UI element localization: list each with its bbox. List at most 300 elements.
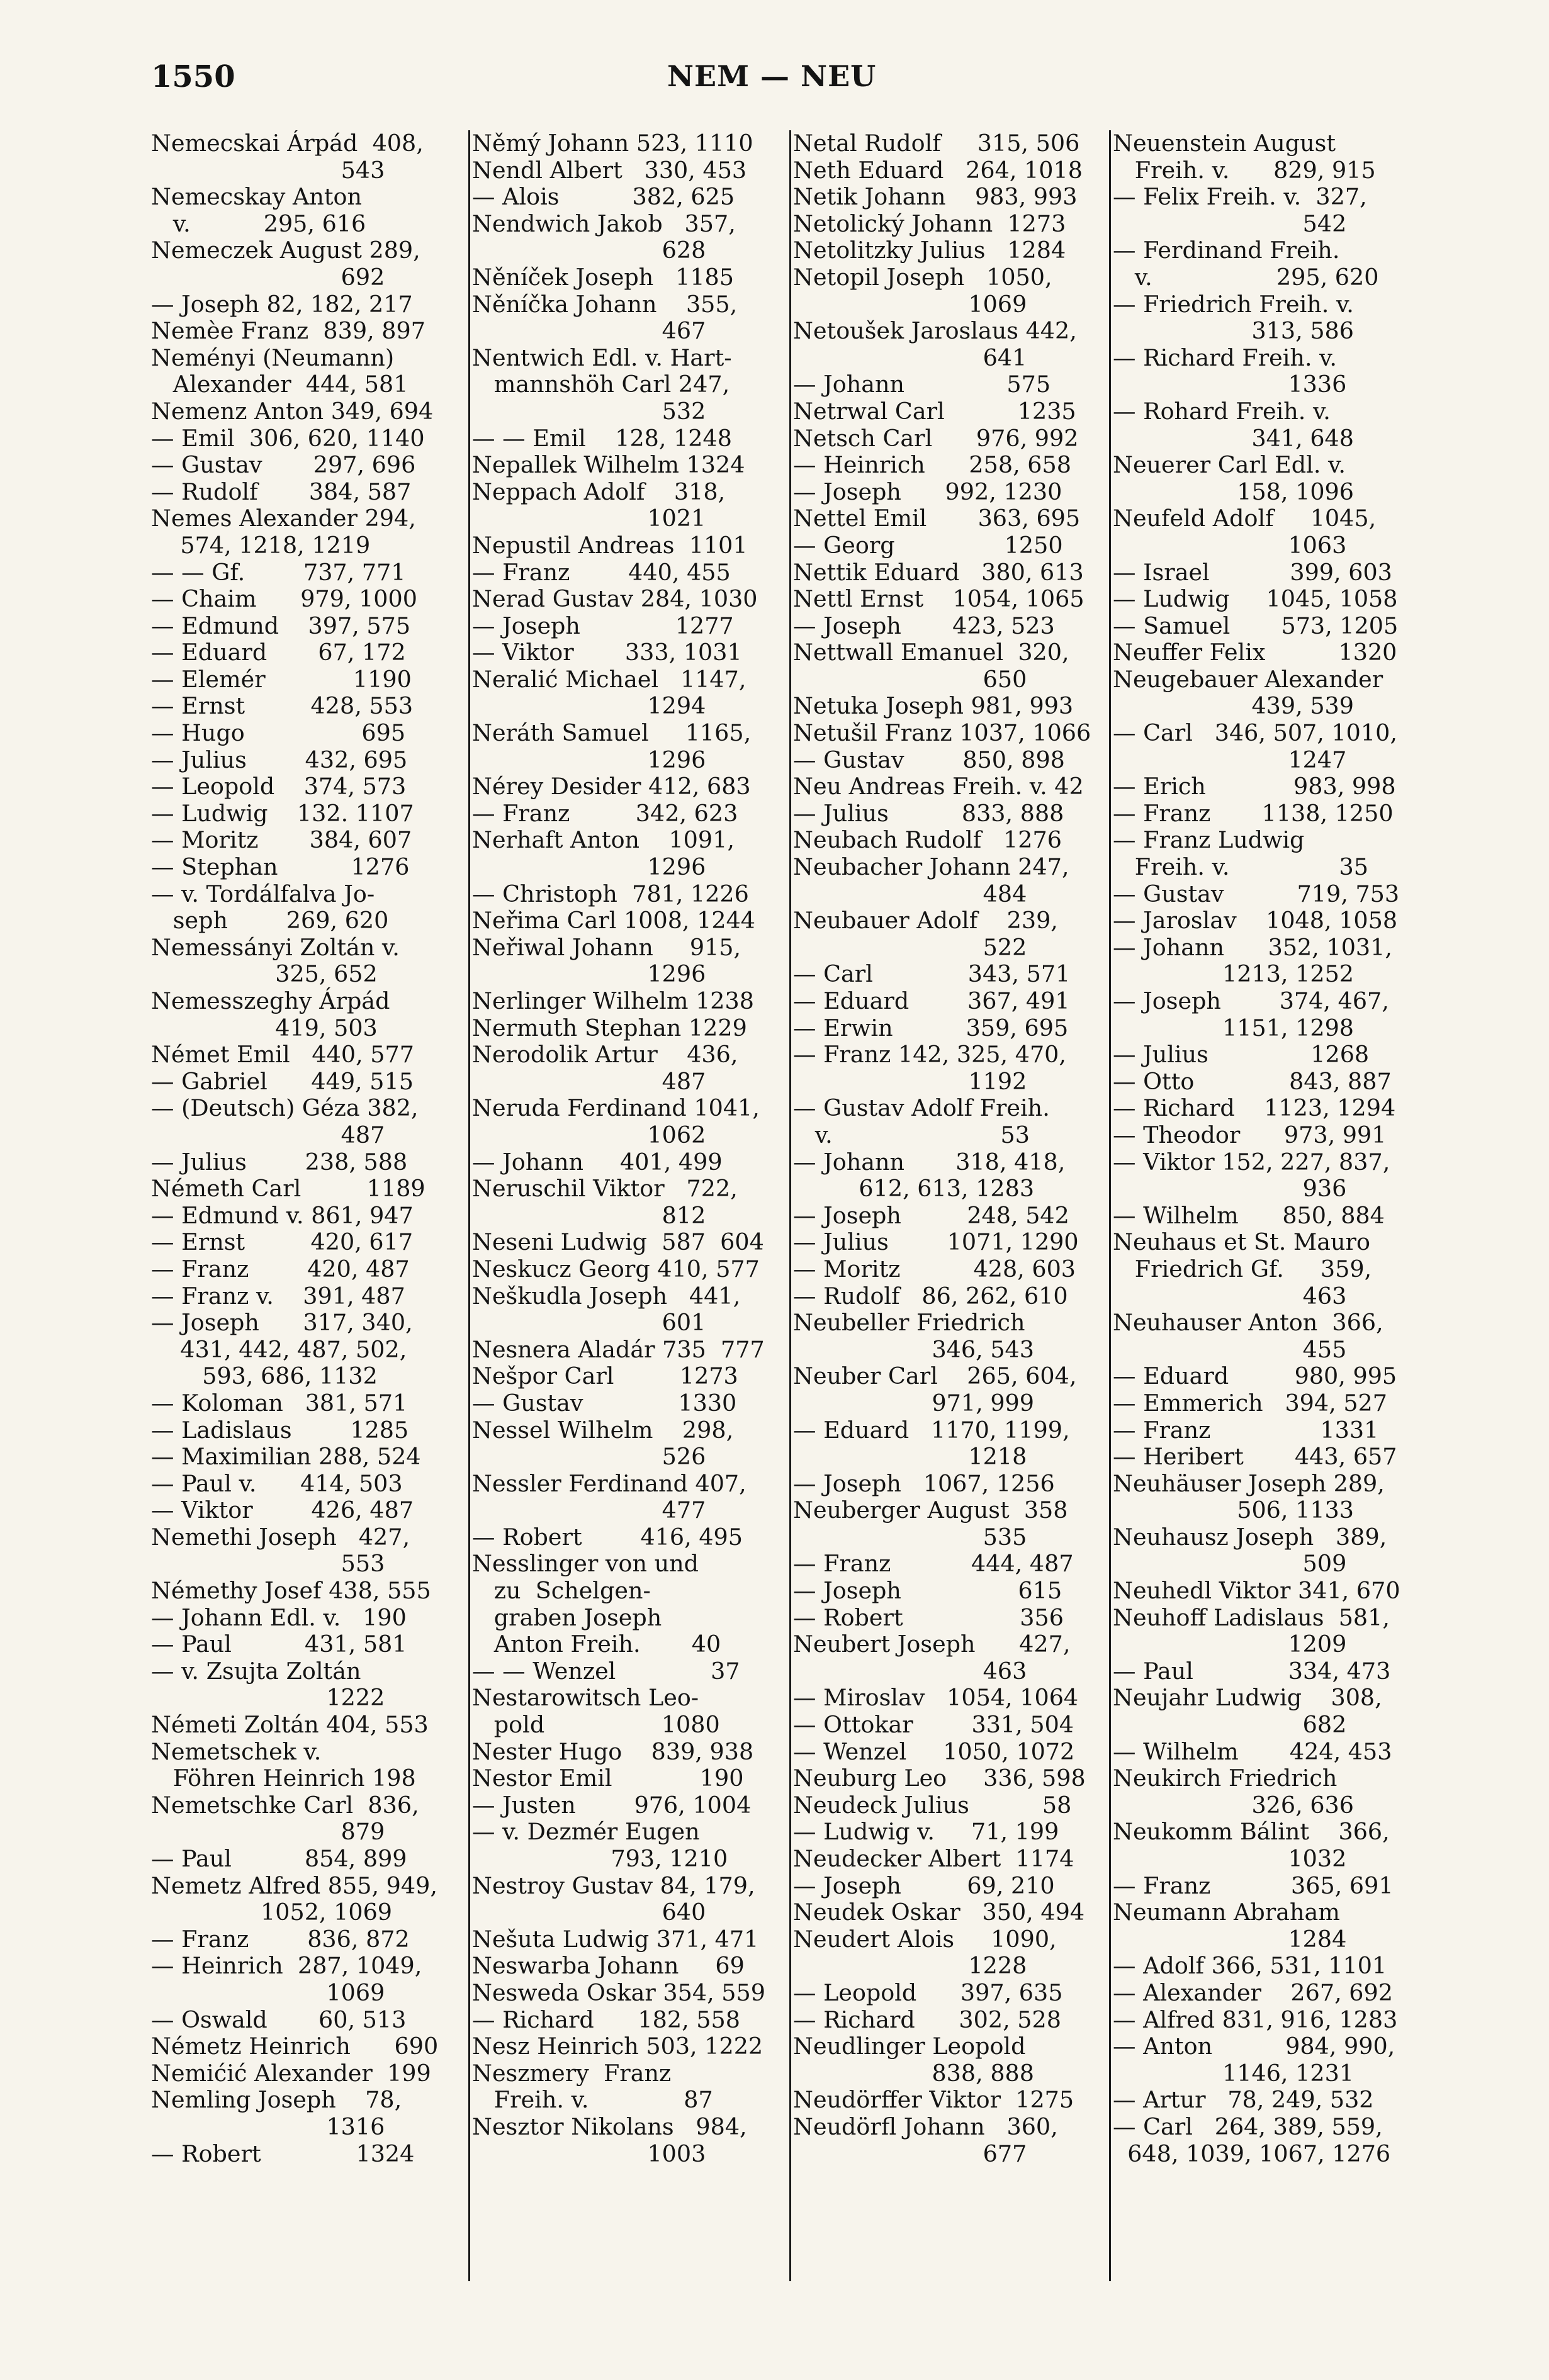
index-entry-line: Neudlinger Leopold bbox=[793, 2033, 1026, 2060]
index-entry-line: — Franz Ludwig bbox=[1113, 826, 1305, 854]
index-entry-line: — Julius 833, 888 bbox=[793, 799, 1064, 827]
index-entry-line: Neppach Adolf 318, bbox=[472, 478, 726, 505]
column-rule bbox=[789, 130, 791, 2281]
index-entry-line: 692 bbox=[151, 263, 385, 291]
index-entry-line: 1213, 1252 bbox=[1113, 960, 1355, 988]
index-entry-line: Neubach Rudolf 1276 bbox=[793, 826, 1062, 854]
index-entry-line: — Leopold 374, 573 bbox=[151, 773, 407, 800]
index-entry-line: Něníčka Johann 355, bbox=[472, 290, 738, 318]
index-entry-line: — Julius 238, 588 bbox=[151, 1148, 408, 1176]
index-entry-line: — Franz 836, 872 bbox=[151, 1925, 410, 1953]
index-entry-line: 346, 543 bbox=[793, 1335, 1034, 1363]
index-entry-line: Neuerer Carl Edl. v. bbox=[1113, 451, 1346, 479]
index-entry-line: — Hugo 695 bbox=[151, 719, 406, 747]
index-entry-line: Neuburg Leo 336, 598 bbox=[793, 1765, 1086, 1792]
index-entry-line: Neményi (Neumann) bbox=[151, 344, 395, 371]
index-entry-line: 463 bbox=[1113, 1282, 1347, 1310]
index-entry-line: zu Schelgen- bbox=[472, 1577, 651, 1605]
index-entry-line: — v. Dezmér Eugen bbox=[472, 1818, 700, 1846]
index-entry-line: — Viktor 426, 487 bbox=[151, 1496, 414, 1524]
index-entry-line: — Ludwig 132. 1107 bbox=[151, 799, 414, 827]
index-entry-line: — Ludwig v. 71, 199 bbox=[793, 1818, 1059, 1846]
index-entry-line: Neudert Alois 1090, bbox=[793, 1925, 1057, 1953]
index-entry-line: Neszmery Franz bbox=[472, 2059, 672, 2087]
index-entry-line: Neuenstein August bbox=[1113, 130, 1336, 157]
index-entry-line: Nemenz Anton 349, 694 bbox=[151, 397, 434, 425]
index-entry-line: Német Emil 440, 577 bbox=[151, 1041, 414, 1069]
index-entry-line: — Emil 306, 620, 1140 bbox=[151, 424, 425, 452]
index-entry-line: — Eduard 1170, 1199, bbox=[793, 1416, 1070, 1444]
index-entry-line: — Joseph 423, 523 bbox=[793, 612, 1055, 639]
index-entry-line: — Stephan 1276 bbox=[151, 853, 410, 881]
index-entry-line: Nesztor Nikolans 984, bbox=[472, 2113, 747, 2140]
index-entry-line: — Joseph 82, 182, 217 bbox=[151, 290, 413, 318]
index-entry-line: — Moritz 384, 607 bbox=[151, 826, 412, 854]
index-entry-line: — Adolf 366, 531, 1101 bbox=[1113, 1952, 1387, 1980]
index-entry-line: 532 bbox=[472, 397, 706, 425]
index-entry-line: — Ludwig 1045, 1058 bbox=[1113, 585, 1398, 613]
index-entry-line: — Joseph 69, 210 bbox=[793, 1872, 1055, 1899]
index-entry-line: — Samuel 573, 1205 bbox=[1113, 612, 1399, 639]
index-entry-line: Neuhoff Ladislaus 581, bbox=[1113, 1603, 1390, 1631]
index-entry-line: 838, 888 bbox=[793, 2059, 1034, 2087]
index-entry-line: — Richard 302, 528 bbox=[793, 2006, 1061, 2033]
index-entry-line: — Franz 444, 487 bbox=[793, 1550, 1074, 1578]
index-entry-line: 326, 636 bbox=[1113, 1791, 1354, 1819]
index-entry-line: — Theodor 973, 991 bbox=[1113, 1121, 1387, 1148]
index-entry-line: 971, 999 bbox=[793, 1389, 1034, 1417]
index-entry-line: 1146, 1231 bbox=[1113, 2059, 1355, 2087]
index-entry-line: Neudek Oskar 350, 494 bbox=[793, 1899, 1085, 1926]
index-entry-line: Nester Hugo 839, 938 bbox=[472, 1737, 754, 1765]
page-number: 1550 bbox=[151, 59, 235, 94]
index-entry-line: 487 bbox=[472, 1067, 706, 1095]
index-entry-line: Němý Johann 523, 1110 bbox=[472, 130, 753, 157]
index-entry-line: 439, 539 bbox=[1113, 692, 1354, 720]
index-entry-line: Freih. v. 829, 915 bbox=[1113, 156, 1376, 184]
index-entry-line: Neth Eduard 264, 1018 bbox=[793, 156, 1083, 184]
index-entry-line: Neralić Michael 1147, bbox=[472, 665, 746, 693]
index-entry-line: Nendwich Jakob 357, bbox=[472, 210, 736, 237]
index-entry-line: — Artur 78, 249, 532 bbox=[1113, 2086, 1374, 2114]
index-entry-line: — Wilhelm 850, 884 bbox=[1113, 1201, 1385, 1229]
index-entry-line: 487 bbox=[151, 1121, 385, 1148]
index-entry-line: — Otto 843, 887 bbox=[1113, 1067, 1392, 1095]
index-entry-line: Freih. v. 35 bbox=[1113, 853, 1368, 881]
index-entry-line: — Oswald 60, 513 bbox=[151, 2006, 407, 2033]
index-entry-line: 1003 bbox=[472, 2140, 706, 2167]
index-entry-line: 1069 bbox=[793, 290, 1027, 318]
index-entry-line: 1247 bbox=[1113, 746, 1347, 773]
index-entry-line: Neřiwal Johann 915, bbox=[472, 933, 741, 961]
index-entry-line: — Ladislaus 1285 bbox=[151, 1416, 409, 1444]
index-entry-line: Neuhäuser Joseph 289, bbox=[1113, 1469, 1385, 1497]
index-entry-line: 1209 bbox=[1113, 1631, 1347, 1658]
index-entry-line: Netušil Franz 1037, 1066 bbox=[793, 719, 1091, 747]
index-entry-line: Neruschil Viktor 722, bbox=[472, 1175, 738, 1203]
index-entry-line: Neudeck Julius 58 bbox=[793, 1791, 1072, 1819]
index-entry-line: — Viktor 333, 1031 bbox=[472, 639, 742, 666]
index-entry-line: Nerad Gustav 284, 1030 bbox=[472, 585, 758, 613]
index-entry-line: — Emmerich 394, 527 bbox=[1113, 1389, 1387, 1417]
index-entry-line: 543 bbox=[151, 156, 385, 184]
column-rule bbox=[1109, 130, 1111, 2281]
index-entry-line: — (Deutsch) Géza 382, bbox=[151, 1094, 419, 1122]
index-entry-line: v. 53 bbox=[793, 1121, 1030, 1148]
index-entry-line: — Gustav 850, 898 bbox=[793, 746, 1065, 773]
index-entry-line: 1062 bbox=[472, 1121, 706, 1148]
index-entry-line: — Carl 264, 389, 559, bbox=[1113, 2113, 1383, 2140]
index-entry-line: 1296 bbox=[472, 746, 706, 773]
index-entry-line: 593, 686, 1132 bbox=[151, 1362, 378, 1390]
index-entry-line: Neudörfl Johann 360, bbox=[793, 2113, 1058, 2140]
index-entry-line: 509 bbox=[1113, 1550, 1347, 1578]
index-entry-line: — Joseph 248, 542 bbox=[793, 1201, 1069, 1229]
index-entry-line: — Eduard 67, 172 bbox=[151, 639, 406, 666]
index-entry-line: — Eduard 367, 491 bbox=[793, 987, 1070, 1014]
index-entry-line: — Gabriel 449, 515 bbox=[151, 1067, 414, 1095]
index-entry-line: Nerodolik Artur 436, bbox=[472, 1041, 738, 1069]
index-entry-line: — Franz 365, 691 bbox=[1113, 1872, 1394, 1899]
index-entry-line: — Georg 1250 bbox=[793, 531, 1063, 559]
index-entry-line: Nemeczek August 289, bbox=[151, 237, 420, 264]
index-entry-line: v. 295, 616 bbox=[151, 210, 366, 237]
index-entry-line: 1032 bbox=[1113, 1845, 1347, 1872]
index-entry-line: Neujahr Ludwig 308, bbox=[1113, 1684, 1382, 1712]
index-entry-line: Neuber Carl 265, 604, bbox=[793, 1362, 1077, 1390]
index-entry-line: Föhren Heinrich 198 bbox=[151, 1765, 416, 1792]
index-entry-line: — Richard 182, 558 bbox=[472, 2006, 740, 2033]
index-entry-line: Neubauer Adolf 239, bbox=[793, 907, 1058, 935]
index-entry-line: Nemetz Alfred 855, 949, bbox=[151, 1872, 437, 1899]
index-entry-line: Alexander 444, 581 bbox=[151, 371, 408, 398]
index-entry-line: — Gustav 1330 bbox=[472, 1389, 737, 1417]
index-entry-line: Neuhedl Viktor 341, 670 bbox=[1113, 1577, 1400, 1605]
index-entry-line: — Carl 343, 571 bbox=[793, 960, 1071, 988]
index-entry-line: Anton Freih. 40 bbox=[472, 1631, 721, 1658]
index-entry-line: Netrwal Carl 1235 bbox=[793, 397, 1076, 425]
index-entry-line: — Viktor 152, 227, 837, bbox=[1113, 1148, 1390, 1176]
index-entry-line: Nessel Wilhelm 298, bbox=[472, 1416, 734, 1444]
index-entry-line: — Israel 399, 603 bbox=[1113, 558, 1392, 586]
index-entry-line: — Erwin 359, 695 bbox=[793, 1014, 1069, 1041]
index-entry-line: — Felix Freih. v. 327, bbox=[1113, 183, 1367, 211]
column-rule bbox=[468, 130, 470, 2281]
index-entry-line: Neufeld Adolf 1045, bbox=[1113, 505, 1377, 532]
index-entry-line: — Gustav 719, 753 bbox=[1113, 880, 1400, 907]
index-entry-line: Nesweda Oskar 354, 559 bbox=[472, 1979, 765, 2006]
index-entry-line: — Erich 983, 998 bbox=[1113, 773, 1396, 800]
index-entry-line: Neuhauser Anton 366, bbox=[1113, 1309, 1383, 1337]
index-entry-line: 601 bbox=[472, 1309, 706, 1337]
index-entry-line: Neseni Ludwig 587 604 bbox=[472, 1228, 764, 1256]
index-entry-line: — Justen 976, 1004 bbox=[472, 1791, 752, 1819]
index-entry-line: — Heribert 443, 657 bbox=[1113, 1443, 1397, 1471]
index-entry-line: Nemetschke Carl 836, bbox=[151, 1791, 419, 1819]
index-entry-line: — Paul 431, 581 bbox=[151, 1631, 407, 1658]
index-entry-line: — v. Tordálfalva Jo- bbox=[151, 880, 375, 907]
index-entry-line: Netik Johann 983, 993 bbox=[793, 183, 1078, 211]
index-entry-line: Nendl Albert 330, 453 bbox=[472, 156, 747, 184]
index-entry-line: Neškudla Joseph 441, bbox=[472, 1282, 741, 1310]
index-entry-line: Németz Heinrich 690 bbox=[151, 2033, 439, 2060]
index-entry-line: Něníček Joseph 1185 bbox=[472, 263, 734, 291]
index-entry-line: Nestor Emil 190 bbox=[472, 1765, 744, 1792]
index-entry-line: 648, 1039, 1067, 1276 bbox=[1113, 2140, 1391, 2167]
index-entry-line: Nemethi Joseph 427, bbox=[151, 1523, 410, 1551]
index-entry-line: — Rohard Freih. v. bbox=[1113, 397, 1331, 425]
index-entry-line: 641 bbox=[793, 344, 1027, 371]
index-entry-line: — Franz 440, 455 bbox=[472, 558, 731, 586]
index-entry-line: — Paul 854, 899 bbox=[151, 1845, 407, 1872]
index-entry-line: — Franz v. 391, 487 bbox=[151, 1282, 405, 1310]
index-entry-line: — Joseph 374, 467, bbox=[1113, 987, 1389, 1014]
index-entry-line: — — Gf. 737, 771 bbox=[151, 558, 406, 586]
index-entry-line: Nemes Alexander 294, bbox=[151, 505, 416, 532]
index-entry-line: — Rudolf 384, 587 bbox=[151, 478, 412, 505]
index-entry-line: Neubacher Johann 247, bbox=[793, 853, 1069, 881]
index-entry-line: Neu Andreas Freih. v. 42 bbox=[793, 773, 1084, 800]
index-entry-line: 467 bbox=[472, 317, 706, 345]
index-entry-line: Neuhausz Joseph 389, bbox=[1113, 1523, 1387, 1551]
index-entry-line: 640 bbox=[472, 1899, 706, 1926]
index-entry-line: 325, 652 bbox=[151, 960, 378, 988]
index-entry-line: — Leopold 397, 635 bbox=[793, 1979, 1063, 2006]
index-entry-line: — Robert 356 bbox=[793, 1603, 1064, 1631]
index-entry-line: pold 1080 bbox=[472, 1711, 720, 1739]
index-entry-line: 1336 bbox=[1113, 371, 1347, 398]
index-entry-line: 535 bbox=[793, 1523, 1027, 1551]
index-entry-line: — Franz 142, 325, 470, bbox=[793, 1041, 1066, 1069]
index-entry-line: Nepallek Wilhelm 1324 bbox=[472, 451, 745, 479]
index-entry-line: — Alois 382, 625 bbox=[472, 183, 735, 211]
index-entry-line: — Ernst 420, 617 bbox=[151, 1228, 414, 1256]
index-entry-line: — Joseph 992, 1230 bbox=[793, 478, 1062, 505]
index-entry-line: Neswarba Johann 69 bbox=[472, 1952, 745, 1980]
index-entry-line: — Richard Freih. v. bbox=[1113, 344, 1338, 371]
index-column-3 bbox=[793, 130, 1108, 2295]
index-entry-line: — Elemér 1190 bbox=[151, 665, 412, 693]
index-entry-line: — Edmund v. 861, 947 bbox=[151, 1201, 414, 1229]
index-entry-line: — — Emil 128, 1248 bbox=[472, 424, 732, 452]
index-entry-line: Nemecskay Anton bbox=[151, 183, 363, 211]
index-entry-line: — Heinrich 258, 658 bbox=[793, 451, 1071, 479]
index-entry-line: Netolický Johann 1273 bbox=[793, 210, 1066, 237]
index-entry-line: Nestroy Gustav 84, 179, bbox=[472, 1872, 755, 1899]
index-entry-line: — Franz 1331 bbox=[1113, 1416, 1379, 1444]
index-entry-line: Nesslinger von und bbox=[472, 1550, 699, 1578]
index-entry-line: Neugebauer Alexander bbox=[1113, 665, 1383, 693]
index-entry-line: — Alexander 267, 692 bbox=[1113, 1979, 1393, 2006]
index-entry-line: — Gustav 297, 696 bbox=[151, 451, 416, 479]
index-entry-line: — Edmund 397, 575 bbox=[151, 612, 411, 639]
index-entry-line: Neudörffer Viktor 1275 bbox=[793, 2086, 1074, 2114]
index-entry-line: graben Joseph bbox=[472, 1603, 662, 1631]
index-entry-line: Németi Zoltán 404, 553 bbox=[151, 1711, 429, 1739]
index-entry-line: — Moritz 428, 603 bbox=[793, 1255, 1076, 1283]
index-entry-line: 1151, 1298 bbox=[1113, 1014, 1355, 1041]
page-header bbox=[151, 59, 1108, 103]
index-entry-line: Netolitzky Julius 1284 bbox=[793, 237, 1066, 264]
index-entry-line: Nesnera Aladár 735 777 bbox=[472, 1335, 765, 1363]
index-entry-line: 1294 bbox=[472, 692, 706, 720]
index-entry-line: Netal Rudolf 315, 506 bbox=[793, 130, 1080, 157]
index-entry-line: — Friedrich Freih. v. bbox=[1113, 290, 1354, 318]
index-entry-line: 313, 586 bbox=[1113, 317, 1354, 345]
index-entry-line: 542 bbox=[1113, 210, 1347, 237]
index-entry-line: Nesz Heinrich 503, 1222 bbox=[472, 2033, 763, 2060]
index-entry-line: — Alfred 831, 916, 1283 bbox=[1113, 2006, 1398, 2033]
index-column-4 bbox=[1113, 130, 1428, 2295]
index-entry-line: Netsch Carl 976, 992 bbox=[793, 424, 1079, 452]
index-entry-line: Nerlinger Wilhelm 1238 bbox=[472, 987, 754, 1014]
index-entry-line: 553 bbox=[151, 1550, 385, 1578]
index-entry-line: Németh Carl 1189 bbox=[151, 1175, 425, 1203]
index-entry-line: Neudecker Albert 1174 bbox=[793, 1845, 1074, 1872]
index-entry-line: Nerhaft Anton 1091, bbox=[472, 826, 735, 854]
index-entry-line: v. 295, 620 bbox=[1113, 263, 1379, 291]
index-entry-line: Nettel Emil 363, 695 bbox=[793, 505, 1081, 532]
index-entry-line: 455 bbox=[1113, 1335, 1347, 1363]
index-entry-line: Neřima Carl 1008, 1244 bbox=[472, 907, 756, 935]
index-entry-line: — Johann 352, 1031, bbox=[1113, 933, 1392, 961]
index-entry-line: — — Wenzel 37 bbox=[472, 1657, 740, 1685]
index-entry-line: — Carl 346, 507, 1010, bbox=[1113, 719, 1397, 747]
index-entry-line: 506, 1133 bbox=[1113, 1496, 1355, 1524]
index-entry-line: — Robert 1324 bbox=[151, 2140, 415, 2167]
index-entry-line: Neskucz Georg 410, 577 bbox=[472, 1255, 760, 1283]
index-entry-line: — Joseph 1277 bbox=[472, 612, 734, 639]
index-entry-line: — Rudolf 86, 262, 610 bbox=[793, 1282, 1068, 1310]
index-entry-line: — Eduard 980, 995 bbox=[1113, 1362, 1397, 1390]
running-title: NEM — NEU bbox=[667, 59, 877, 93]
index-entry-line: Nestarowitsch Leo- bbox=[472, 1684, 699, 1712]
index-entry-line: Neukirch Friedrich bbox=[1113, 1765, 1338, 1792]
index-entry-line: — Heinrich 287, 1049, bbox=[151, 1952, 422, 1980]
index-entry-line: Nettwall Emanuel 320, bbox=[793, 639, 1069, 666]
index-entry-line: 1052, 1069 bbox=[151, 1899, 393, 1926]
index-entry-line: 682 bbox=[1113, 1711, 1347, 1739]
index-entry-line: — Johann Edl. v. 190 bbox=[151, 1603, 407, 1631]
index-entry-line: Netuka Joseph 981, 993 bbox=[793, 692, 1074, 720]
index-entry-line: — Paul v. 414, 503 bbox=[151, 1469, 403, 1497]
index-entry-line: Nessler Ferdinand 407, bbox=[472, 1469, 746, 1497]
index-column-1 bbox=[151, 130, 466, 2295]
index-entry-line: 1192 bbox=[793, 1067, 1027, 1095]
index-entry-line: Neráth Samuel 1165, bbox=[472, 719, 752, 747]
index-entry-line: 522 bbox=[793, 933, 1027, 961]
index-entry-line: Neruda Ferdinand 1041, bbox=[472, 1094, 760, 1122]
index-entry-line: — Julius 1268 bbox=[1113, 1041, 1370, 1069]
index-entry-line: — Ernst 428, 553 bbox=[151, 692, 414, 720]
index-entry-line: — Johann 401, 499 bbox=[472, 1148, 723, 1176]
index-entry-line: 574, 1218, 1219 bbox=[151, 531, 371, 559]
index-entry-line: — v. Zsujta Zoltán bbox=[151, 1657, 361, 1685]
index-entry-line: Neubeller Friedrich bbox=[793, 1309, 1025, 1337]
index-entry-line: — Robert 416, 495 bbox=[472, 1523, 743, 1551]
index-entry-line: Nérey Desider 412, 683 bbox=[472, 773, 751, 800]
index-entry-line: 650 bbox=[793, 665, 1027, 693]
index-entry-line: 879 bbox=[151, 1818, 385, 1846]
index-entry-line: — Johann 575 bbox=[793, 371, 1051, 398]
index-entry-line: — Christoph 781, 1226 bbox=[472, 880, 749, 907]
index-entry-line: Nemling Joseph 78, bbox=[151, 2086, 402, 2114]
index-entry-line: — Miroslav 1054, 1064 bbox=[793, 1684, 1079, 1712]
index-entry-line: Netoušek Jaroslaus 442, bbox=[793, 317, 1077, 345]
index-entry-line: Némethy Josef 438, 555 bbox=[151, 1577, 431, 1605]
index-entry-line: 1069 bbox=[151, 1979, 385, 2006]
index-column-2 bbox=[472, 130, 787, 2295]
index-entry-line: 1218 bbox=[793, 1443, 1027, 1471]
index-entry-line: 419, 503 bbox=[151, 1014, 378, 1041]
index-entry-line: — Richard 1123, 1294 bbox=[1113, 1094, 1396, 1122]
index-entry-line: — Franz 342, 623 bbox=[472, 799, 738, 827]
index-columns bbox=[151, 130, 1400, 2295]
index-entry-line: 526 bbox=[472, 1443, 706, 1471]
index-entry-line: 484 bbox=[793, 880, 1027, 907]
index-entry-line: 812 bbox=[472, 1201, 706, 1229]
index-entry-line: Neukomm Bálint 366, bbox=[1113, 1818, 1390, 1846]
index-entry-line: seph 269, 620 bbox=[151, 907, 389, 935]
index-entry-line: — Johann 318, 418, bbox=[793, 1148, 1066, 1176]
index-entry-line: Nentwich Edl. v. Hart- bbox=[472, 344, 732, 371]
index-entry-line: Nemićić Alexander 199 bbox=[151, 2059, 431, 2087]
index-entry-line: — Joseph 317, 340, bbox=[151, 1309, 413, 1337]
index-entry-line: — Jaroslav 1048, 1058 bbox=[1113, 907, 1398, 935]
index-entry-line: Nemecskai Árpád 408, bbox=[151, 130, 424, 157]
index-entry-line: Nemèe Franz 839, 897 bbox=[151, 317, 425, 345]
index-entry-line: — Chaim 979, 1000 bbox=[151, 585, 417, 613]
index-entry-line: Freih. v. 87 bbox=[472, 2086, 713, 2114]
index-entry-line: 628 bbox=[472, 237, 706, 264]
index-entry-line: 1228 bbox=[793, 1952, 1027, 1980]
index-entry-line: 431, 442, 487, 502, bbox=[151, 1335, 407, 1363]
index-entry-line: — Franz 1138, 1250 bbox=[1113, 799, 1394, 827]
index-entry-line: — Ottokar 331, 504 bbox=[793, 1711, 1074, 1739]
index-entry-line: — Paul 334, 473 bbox=[1113, 1657, 1391, 1685]
index-entry-line: Nešpor Carl 1273 bbox=[472, 1362, 738, 1390]
index-entry-line: Neuhaus et St. Mauro bbox=[1113, 1228, 1370, 1256]
index-entry-line: 341, 648 bbox=[1113, 424, 1354, 452]
index-entry-line: — Wilhelm 424, 453 bbox=[1113, 1737, 1392, 1765]
index-entry-line: — Maximilian 288, 524 bbox=[151, 1443, 421, 1471]
index-entry-line: — Joseph 1067, 1256 bbox=[793, 1469, 1055, 1497]
index-entry-line: — Ferdinand Freih. bbox=[1113, 237, 1340, 264]
index-entry-line: Friedrich Gf. 359, bbox=[1113, 1255, 1372, 1283]
index-entry-line: Nemetschek v. bbox=[151, 1737, 322, 1765]
index-entry-line: Nettik Eduard 380, 613 bbox=[793, 558, 1084, 586]
index-entry-line: 936 bbox=[1113, 1175, 1347, 1203]
index-entry-line: — Julius 432, 695 bbox=[151, 746, 408, 773]
index-entry-line: — Gustav Adolf Freih. bbox=[793, 1094, 1050, 1122]
index-entry-line: Netopil Joseph 1050, bbox=[793, 263, 1052, 291]
index-entry-line: 612, 613, 1283 bbox=[793, 1175, 1035, 1203]
index-entry-line: Neuffer Felix 1320 bbox=[1113, 639, 1397, 666]
index-entry-line: 1296 bbox=[472, 960, 706, 988]
index-entry-line: 463 bbox=[793, 1657, 1027, 1685]
index-entry-line: Nemessányi Zoltán v. bbox=[151, 933, 400, 961]
index-entry-line: Nešuta Ludwig 371, 471 bbox=[472, 1925, 759, 1953]
index-entry-line: 477 bbox=[472, 1496, 706, 1524]
index-entry-line: Nermuth Stephan 1229 bbox=[472, 1014, 747, 1041]
index-entry-line: Nemesszeghy Árpád bbox=[151, 987, 390, 1014]
index-entry-line: Neubert Joseph 427, bbox=[793, 1631, 1071, 1658]
index-entry-line: 1284 bbox=[1113, 1925, 1347, 1953]
index-entry-line: — Anton 984, 990, bbox=[1113, 2033, 1395, 2060]
index-entry-line: mannshöh Carl 247, bbox=[472, 371, 730, 398]
index-entry-line: — Julius 1071, 1290 bbox=[793, 1228, 1079, 1256]
index-entry-line: Nettl Ernst 1054, 1065 bbox=[793, 585, 1084, 613]
